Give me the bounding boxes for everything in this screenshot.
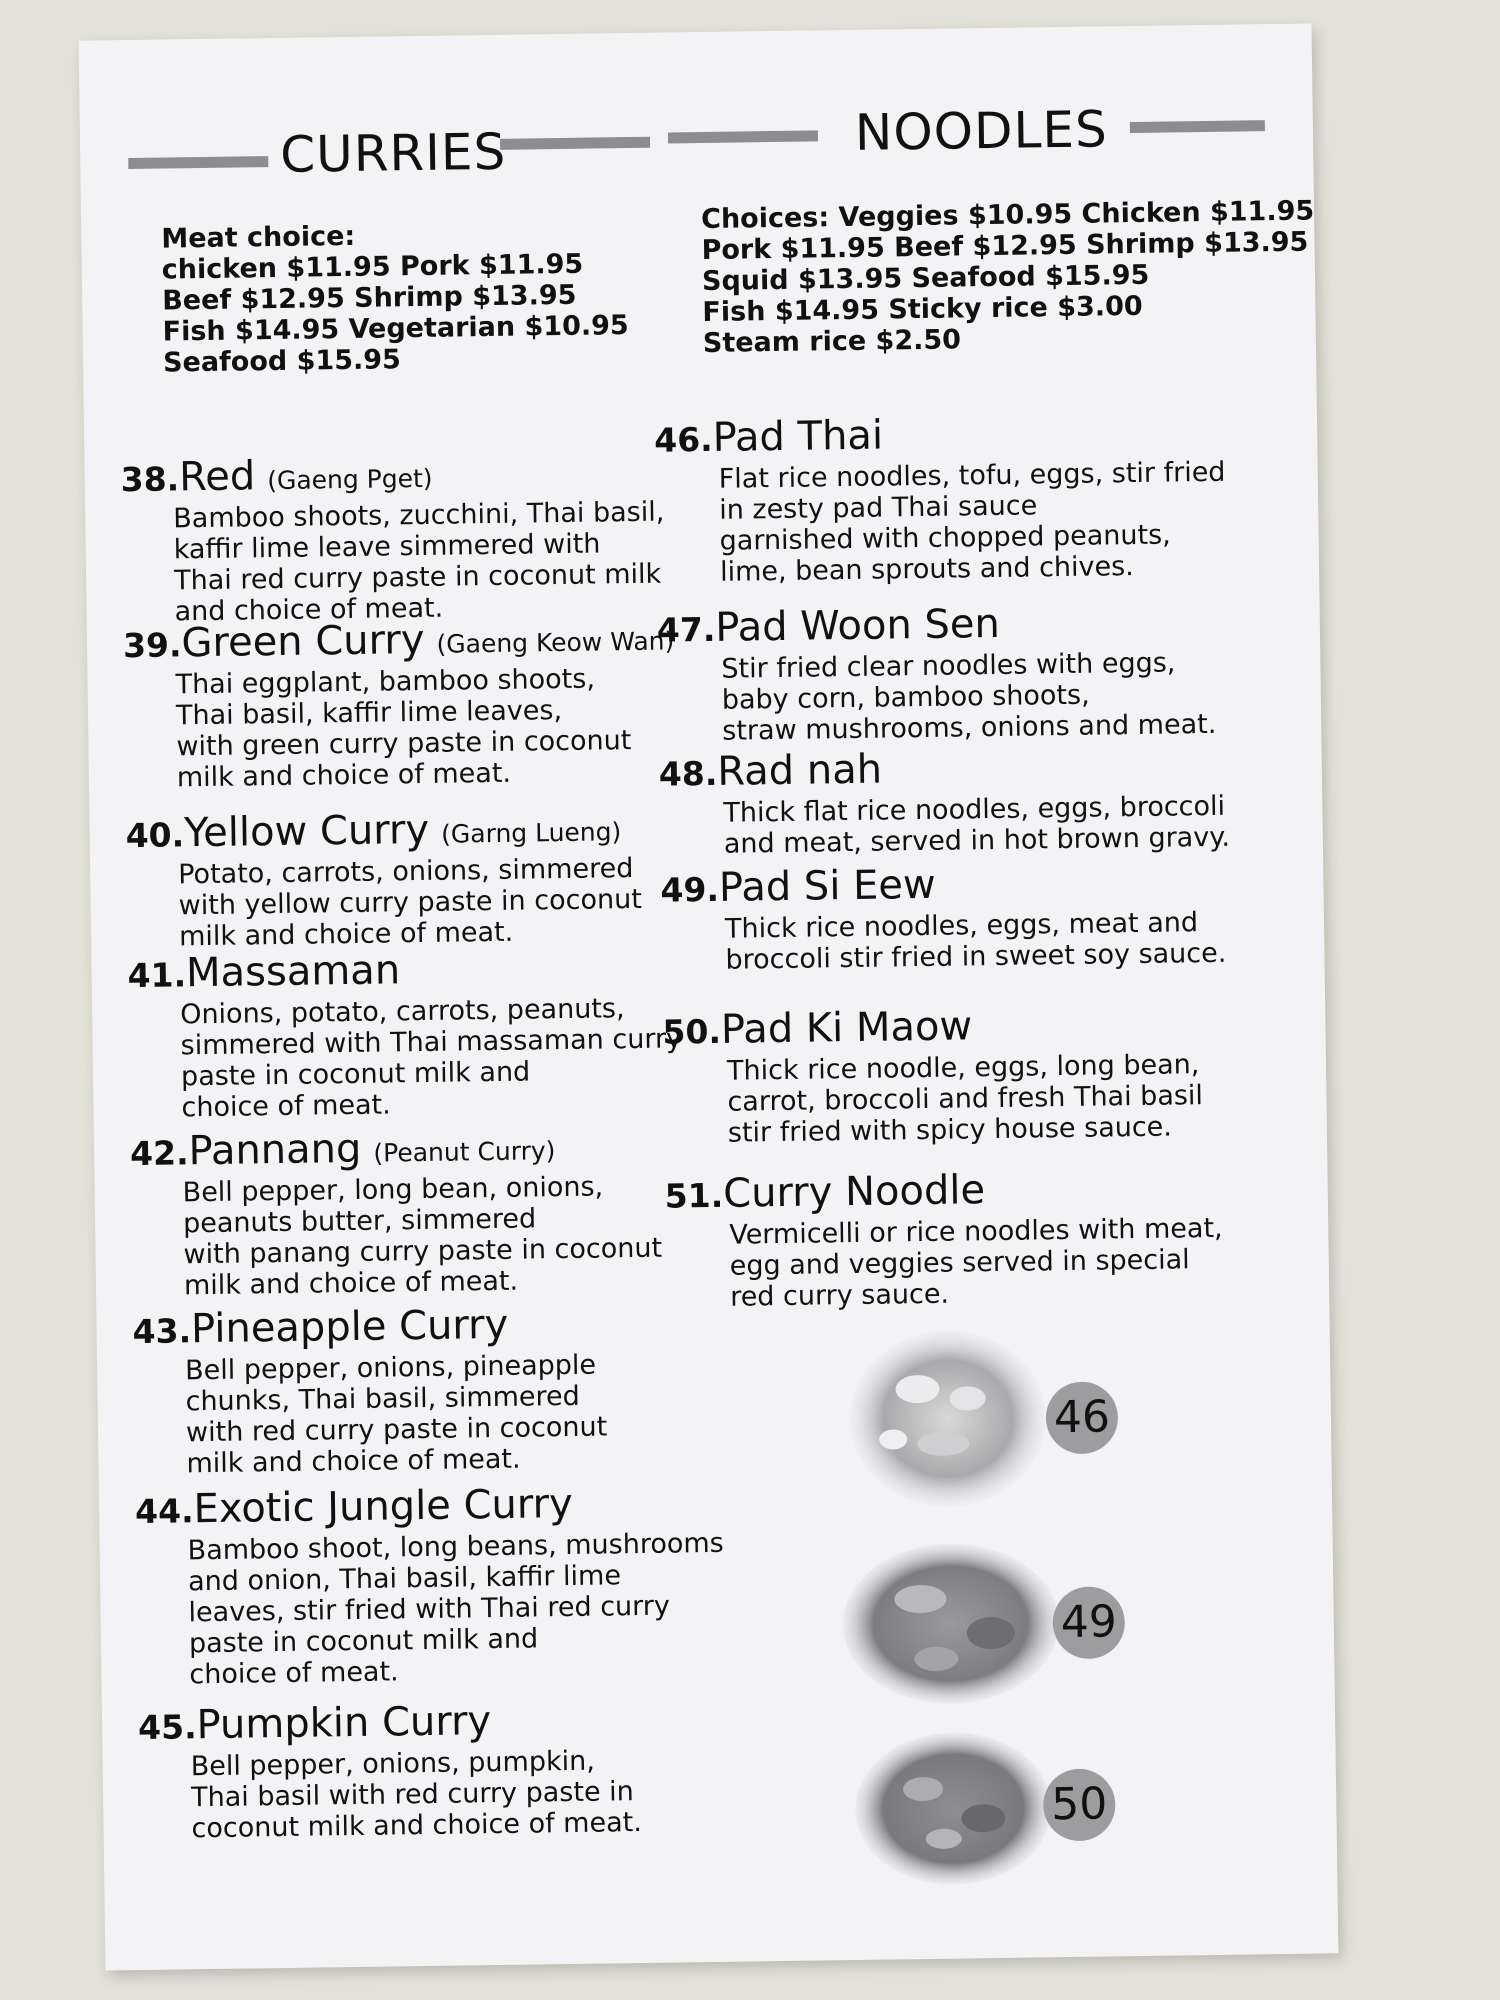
- item-name: Massaman: [185, 947, 401, 997]
- pad-si-eew-photo-icon: [840, 1537, 1062, 1710]
- description-line: milk and choice of meat.: [183, 1265, 519, 1302]
- item-name: Pad Woon Sen: [714, 600, 1001, 651]
- menu-item-heading: [659, 745, 1230, 793]
- item-name: Curry Noodle: [722, 1167, 986, 1217]
- meat-choice-line: Seafood $15.95: [162, 344, 402, 379]
- description-line: with green curry paste in coconut: [176, 725, 632, 763]
- item-subtitle: (Gaeng Keow Wan): [436, 626, 675, 659]
- description-line: with panang curry paste in coconut: [183, 1232, 663, 1271]
- description-line: and onion, Thai basil, kaffir lime: [187, 1560, 622, 1598]
- description-line: Stir fried clear noodles with eggs,: [721, 647, 1176, 685]
- pad-si-eew-photo: [840, 1537, 1118, 1710]
- description-line: choice of meat.: [189, 1656, 399, 1691]
- item-description: [182, 1171, 662, 1302]
- item-number: 50.: [662, 1011, 722, 1052]
- menu-item-heading: [662, 1003, 1202, 1051]
- choice-line: Fish $14.95 Sticky rice $3.00: [702, 290, 1143, 329]
- description-line: Flat rice noodles, tofu, eggs, stir fried: [718, 456, 1226, 495]
- menu-item: [662, 1003, 1203, 1150]
- photo-badge: 50: [1043, 1768, 1116, 1841]
- choice-line: Squid $13.95 Seafood $15.95: [701, 259, 1150, 298]
- description-line: broccoli stir fried in sweet soy sauce.: [725, 937, 1227, 976]
- menu-item: [125, 807, 642, 953]
- description-line: Potato, carrots, onions, simmered: [178, 853, 634, 891]
- menu-item-heading: [664, 1167, 1222, 1215]
- menu-item: [123, 616, 677, 794]
- item-name: Pineapple Curry: [190, 1301, 509, 1353]
- noodles-title: NOODLES: [854, 100, 1109, 162]
- item-description: [180, 992, 683, 1123]
- description-line: carrot, broccoli and fresh Thai basil: [727, 1080, 1204, 1118]
- header-rule-right: [1130, 120, 1265, 133]
- menu-item: [135, 1482, 726, 1691]
- description-line: Thick rice noodle, eggs, long bean,: [726, 1049, 1200, 1087]
- item-number: 46.: [653, 419, 713, 460]
- description-line: coconut milk and choice of meat.: [191, 1807, 643, 1845]
- description-line: paste in coconut milk and: [188, 1623, 539, 1660]
- description-line: baby corn, bamboo shoots,: [721, 679, 1090, 716]
- description-line: choice of meat.: [181, 1089, 391, 1124]
- menu-item-heading: [122, 616, 675, 667]
- meat-choice-line: chicken $11.95 Pork $11.95: [161, 248, 584, 286]
- item-name: Rad nah: [717, 746, 883, 795]
- menu-item-heading: [137, 1698, 641, 1749]
- description-line: simmered with Thai massaman curry: [180, 1023, 683, 1062]
- item-name: Pad Ki Maow: [720, 1003, 973, 1053]
- description-line: milk and choice of meat.: [186, 1443, 521, 1480]
- item-number: 49.: [660, 869, 720, 910]
- description-line: Bell pepper, long bean, onions,: [182, 1171, 604, 1209]
- item-description: [727, 1049, 1204, 1149]
- menu-item-heading: [120, 451, 664, 499]
- item-description: [729, 1213, 1224, 1313]
- item-name: Yellow Curry: [183, 806, 430, 857]
- choice-line: Choices: Veggies $10.95 Chicken $11.95: [700, 195, 1315, 236]
- item-number: 44.: [134, 1491, 194, 1532]
- item-number: 43.: [132, 1311, 192, 1352]
- menu-page: [79, 23, 1339, 1970]
- menu-item: [664, 1167, 1223, 1314]
- description-line: Thai basil, kaffir lime leaves,: [175, 695, 563, 732]
- meat-choice-line: Beef $12.95 Shrimp $13.95: [162, 279, 577, 317]
- description-line: garnished with chopped peanuts,: [719, 519, 1171, 557]
- item-description: [723, 791, 1230, 860]
- item-description: [725, 907, 1227, 976]
- photo-badge: 49: [1052, 1586, 1125, 1659]
- photo-badge: 46: [1045, 1381, 1118, 1454]
- description-line: with yellow curry paste in coconut: [178, 883, 643, 922]
- item-subtitle: (Peanut Curry): [373, 1136, 556, 1168]
- description-line: Bell pepper, onions, pineapple: [184, 1349, 597, 1387]
- pad-thai-photo-icon: [847, 1327, 1049, 1510]
- item-number: 39.: [122, 625, 182, 666]
- description-line: Bell pepper, onions, pumpkin,: [190, 1745, 596, 1783]
- pad-ki-maow-photo: [852, 1727, 1108, 1890]
- description-line: kaffir lime leave simmered with: [173, 528, 601, 566]
- item-name: Pumpkin Curry: [196, 1698, 492, 1749]
- item-description: [721, 647, 1216, 747]
- menu-item: [132, 1303, 608, 1480]
- description-line: Onions, potato, carrots, peanuts,: [179, 993, 625, 1031]
- item-number: 48.: [658, 753, 718, 794]
- menu-item-heading: [132, 1301, 606, 1353]
- description-line: Vermicelli or rice noodles with meat,: [729, 1212, 1223, 1251]
- meat-choice-line: Meat choice:: [161, 220, 356, 255]
- item-number: 47.: [656, 609, 716, 650]
- description-line: and meat, served in hot brown gravy.: [723, 821, 1231, 860]
- description-line: paste in coconut milk and: [180, 1056, 531, 1093]
- item-number: 41.: [127, 955, 187, 996]
- menu-item-heading: [657, 601, 1216, 649]
- description-line: peanuts butter, simmered: [182, 1203, 537, 1240]
- menu-item-heading: [134, 1480, 724, 1533]
- menu-item: [138, 1699, 642, 1845]
- description-line: chunks, Thai basil, simmered: [185, 1380, 581, 1418]
- item-description: [187, 1528, 725, 1690]
- item-subtitle: (Gaeng Pget): [267, 463, 433, 496]
- description-line: milk and choice of meat.: [178, 916, 514, 953]
- description-line: with red curry paste in coconut: [185, 1411, 608, 1449]
- menu-item: [120, 451, 665, 629]
- header-rule-left: [128, 156, 268, 169]
- menu-item-heading: [660, 861, 1225, 909]
- item-description: [173, 497, 666, 628]
- description-line: stir fried with spicy house sauce.: [727, 1111, 1173, 1149]
- curries-title: CURRIES: [279, 122, 507, 184]
- description-line: leaves, stir fried with Thai red curry: [188, 1590, 671, 1629]
- menu-item: [659, 745, 1231, 861]
- header-rule-mid-1: [500, 137, 650, 150]
- menu-item: [660, 861, 1226, 977]
- description-line: Thai basil with red curry paste in: [190, 1776, 634, 1814]
- header-rule-mid-2: [668, 130, 818, 143]
- description-line: and choice of meat.: [174, 592, 444, 628]
- description-line: red curry sauce.: [729, 1278, 950, 1313]
- item-number: 45.: [137, 1707, 197, 1748]
- menu-item-heading: [127, 946, 681, 997]
- description-line: Thick rice noodles, eggs, meat and: [724, 907, 1199, 945]
- pad-thai-photo: [847, 1327, 1111, 1510]
- item-name: Pad Thai: [712, 412, 884, 461]
- item-name: Green Curry: [181, 616, 425, 667]
- menu-item: [130, 1125, 663, 1302]
- item-name: Red: [178, 453, 256, 501]
- pad-ki-maow-photo-icon: [852, 1727, 1054, 1890]
- item-description: [175, 662, 676, 793]
- item-description: [178, 853, 642, 952]
- item-number: 38.: [120, 459, 180, 500]
- menu-item: [654, 411, 1227, 589]
- item-number: 51.: [664, 1175, 724, 1216]
- item-description: [185, 1349, 608, 1479]
- item-subtitle: (Garng Lueng): [440, 817, 622, 849]
- item-description: [719, 457, 1227, 588]
- description-line: milk and choice of meat.: [176, 757, 512, 794]
- choice-line: Pork $11.95 Beef $12.95 Shrimp $13.95: [701, 226, 1309, 267]
- item-name: Pad Si Eew: [718, 861, 937, 911]
- menu-item-heading: [125, 806, 641, 857]
- item-name: Exotic Jungle Curry: [193, 1480, 574, 1533]
- description-line: Thick flat rice noodles, eggs, broccoli: [723, 790, 1226, 829]
- description-line: egg and veggies served in special: [729, 1244, 1190, 1282]
- menu-item-heading: [129, 1125, 661, 1175]
- noodle-choices: [701, 195, 1316, 359]
- description-line: straw mushrooms, onions and meat.: [722, 708, 1217, 747]
- meat-choice-line: Fish $14.95 Vegetarian $10.95: [162, 310, 629, 348]
- menu-item: [657, 601, 1217, 748]
- description-line: in zesty pad Thai sauce: [718, 490, 1038, 526]
- item-name: Pannang: [188, 1125, 362, 1175]
- choice-line: Steam rice $2.50: [702, 324, 962, 360]
- description-line: Thai eggplant, bamboo shoots,: [175, 663, 596, 701]
- description-line: Thai red curry paste in coconut milk: [173, 558, 662, 597]
- menu-item: [127, 946, 683, 1124]
- description-line: Bamboo shoots, zucchini, Thai basil,: [173, 496, 665, 535]
- item-number: 40.: [125, 815, 185, 856]
- item-description: [190, 1745, 642, 1844]
- description-line: lime, bean sprouts and chives.: [719, 551, 1134, 588]
- description-line: Bamboo shoot, long beans, mushrooms: [187, 1527, 724, 1567]
- item-number: 42.: [129, 1133, 189, 1174]
- menu-item-heading: [654, 411, 1225, 459]
- curry-meat-choices: [161, 217, 629, 378]
